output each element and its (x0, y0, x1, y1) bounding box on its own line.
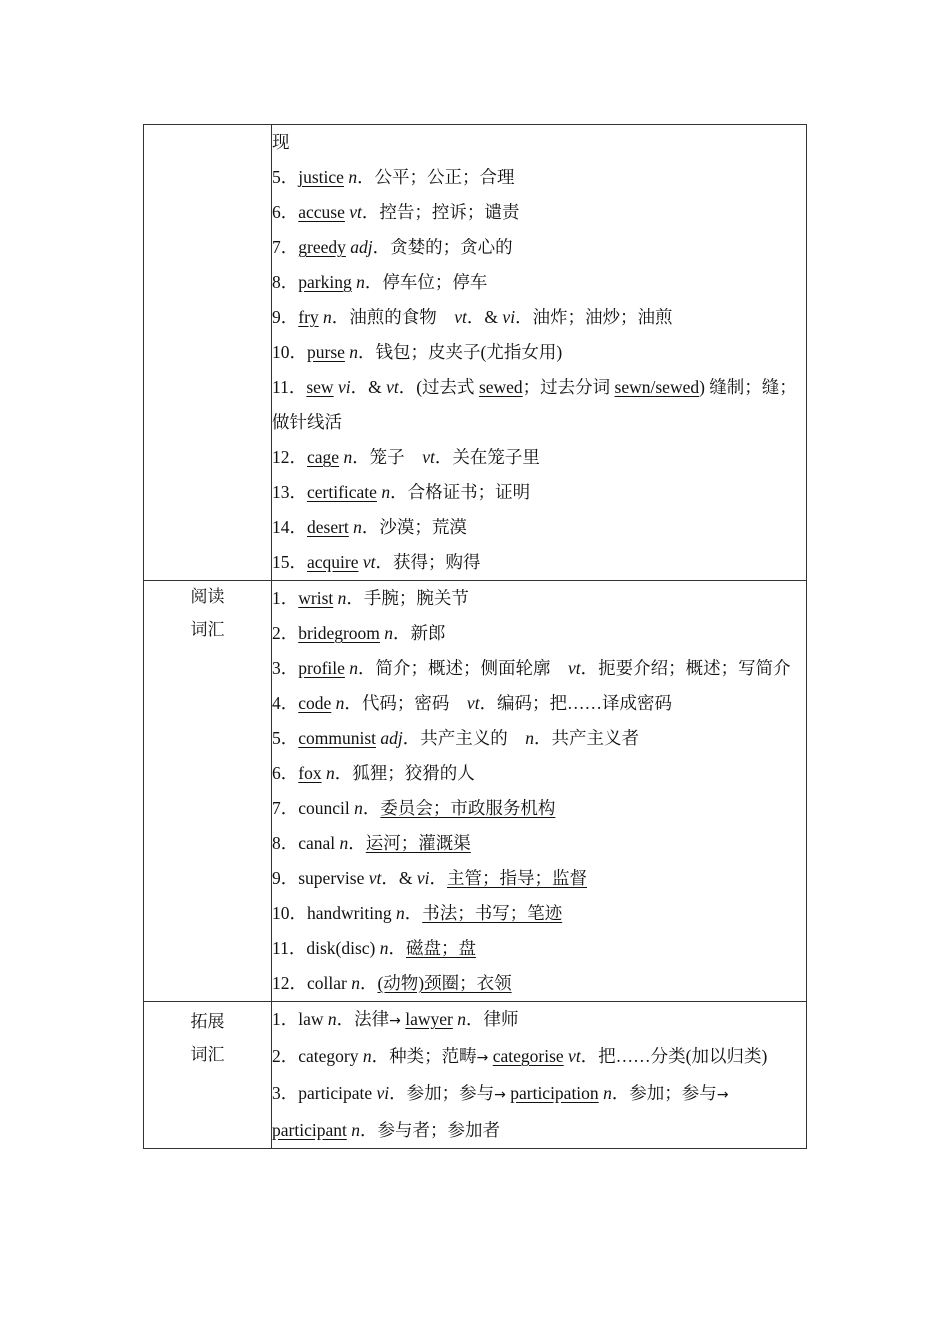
vocab-entry (272, 300, 806, 335)
part-of-speech: n (354, 798, 363, 818)
vocab-entry (272, 616, 806, 651)
part-of-speech: vt (454, 307, 467, 327)
entry-text: ．(过去式 (398, 377, 479, 397)
entry-answer: wrist (298, 588, 334, 608)
category-cell (144, 1002, 272, 1149)
entry-text: 3． (272, 658, 299, 678)
category-label: 拓展 (190, 1012, 225, 1032)
entry-text: 5． (272, 728, 299, 748)
entry-answer: 委员会；市政服务机构 (380, 798, 556, 818)
category-label: 词汇 (190, 1045, 225, 1065)
entry-text: ) 缝制；缝；做针线活 (272, 377, 797, 432)
category-label: 词汇 (190, 620, 225, 640)
entry-text: ．& (350, 377, 387, 397)
vocab-items-cell (272, 581, 807, 1002)
entry-text: ． (362, 798, 381, 818)
entry-text: 14． (272, 517, 307, 537)
part-of-speech: n (457, 1009, 467, 1029)
entry-text: ．新郎 (393, 623, 446, 643)
entry-text: ．狐狸；狡猾的人 (334, 763, 475, 783)
part-of-speech: n (335, 693, 345, 713)
entry-answer: fry (298, 307, 319, 327)
vocab-entry (272, 756, 806, 791)
entry-text: ．手腕；腕关节 (346, 588, 469, 608)
entry-answer: code (298, 693, 332, 713)
part-of-speech: n (384, 623, 394, 643)
vocab-entry (272, 581, 806, 616)
entry-text: 9．supervise (272, 868, 369, 888)
part-of-speech: n (339, 833, 349, 853)
entry-text: 2．category (272, 1046, 363, 1066)
entry-text: ．获得；购得 (375, 552, 481, 572)
vocab-entry (272, 721, 806, 756)
entry-text: ． (429, 868, 448, 888)
vocab-items-cell (272, 1002, 807, 1149)
entry-text: ．代码；密码 (344, 693, 467, 713)
entry-text: 6． (272, 202, 299, 222)
vocab-entry (272, 1039, 806, 1076)
entry-answer: bridegroom (298, 623, 380, 643)
vocab-entry (272, 686, 806, 721)
vocab-entry (272, 966, 806, 1001)
part-of-speech: vt (568, 658, 581, 678)
entry-text: ．& (381, 868, 417, 888)
entry-text: 10．handwriting (272, 903, 396, 923)
part-of-speech: vt (368, 868, 382, 888)
entry-text: ．扼要介绍；概述；写简介 (580, 658, 791, 678)
part-of-speech: vt (568, 1046, 581, 1066)
entry-answer: lawyer (405, 1009, 453, 1029)
arrow-icon: → (476, 1050, 489, 1066)
entry-text: 2． (272, 623, 299, 643)
part-of-speech: n (351, 973, 360, 993)
table-row (144, 125, 807, 581)
entry-answer: desert (307, 517, 349, 537)
entry-text: ．& (466, 307, 503, 327)
entry-answer: 运河；灌溉渠 (365, 833, 471, 853)
vocab-entry (272, 160, 806, 195)
entry-text: ．沙漠；荒漠 (361, 517, 467, 537)
entry-text: ．油煎的食物 (331, 307, 455, 327)
entry-text: 13． (272, 482, 307, 502)
entry-text: ；过去分词 (522, 377, 615, 397)
entry-text: ． (348, 833, 366, 853)
vocab-entry (272, 931, 806, 966)
part-of-speech: vi (502, 307, 516, 327)
part-of-speech: n (323, 307, 332, 327)
entry-answer: acquire (307, 552, 359, 572)
part-of-speech: vi (376, 1083, 390, 1103)
part-of-speech: n (348, 167, 358, 187)
entry-answer: (动物)颈圈；衣领 (377, 973, 512, 993)
part-of-speech: vt (422, 447, 435, 467)
entry-answer: justice (298, 167, 344, 187)
entry-answer: 书法；书写；笔迹 (422, 903, 563, 923)
entry-text: 11． (272, 377, 307, 397)
entry-answer: sewed (478, 377, 523, 397)
entry-answer: communist (298, 728, 377, 748)
part-of-speech: n (362, 1046, 372, 1066)
entry-answer: participation (510, 1083, 599, 1103)
entry-answer: parking (298, 272, 352, 292)
part-of-speech: n (353, 517, 362, 537)
part-of-speech: n (349, 342, 359, 362)
entry-answer: profile (298, 658, 345, 678)
part-of-speech: n (349, 658, 359, 678)
entry-text: ．油炸；油炒；油煎 (515, 307, 673, 327)
entry-text: 7． (272, 237, 299, 257)
entry-text: 1．law (272, 1009, 328, 1029)
entry-text: ．参加；参与 (611, 1083, 717, 1103)
vocab-entry (272, 125, 806, 160)
entry-text: 10． (272, 342, 307, 362)
entry-text: 12．collar (272, 973, 352, 993)
part-of-speech: vt (362, 552, 376, 572)
entry-answer: certificate (307, 482, 377, 502)
entry-text: ．共产主义的 (402, 728, 526, 748)
entry-text: 8． (272, 272, 299, 292)
part-of-speech: vt (386, 377, 399, 397)
vocab-entry (272, 791, 806, 826)
entry-text: ．钱包；皮夹子(尤指女用) (358, 342, 563, 362)
part-of-speech: n (356, 272, 365, 292)
entry-text: ． (404, 903, 423, 923)
entry-answer: cage (307, 447, 340, 467)
vocab-entry (272, 1076, 806, 1148)
vocab-entry (272, 335, 806, 370)
entry-answer: categorise (492, 1046, 564, 1066)
vocab-entry (272, 475, 806, 510)
entry-text: ．把……分类(加以归类) (580, 1046, 768, 1066)
entry-text: ．停车位；停车 (364, 272, 488, 292)
table-row (144, 581, 807, 1002)
entry-text: 现 (272, 132, 290, 152)
entry-text: ．法律 (336, 1009, 390, 1029)
entry-text: ．种类；范畴 (371, 1046, 477, 1066)
entry-text: 1． (272, 588, 299, 608)
entry-text: ．参与者；参加者 (359, 1120, 500, 1140)
entry-text: ．笼子 (352, 447, 423, 467)
part-of-speech: vi (416, 868, 430, 888)
entry-answer: accuse (298, 202, 345, 222)
entry-text: ．公平；公正；合理 (357, 167, 515, 187)
entry-answer: sewn/sewed (614, 377, 700, 397)
arrow-icon: → (389, 1013, 401, 1029)
entry-text: ． (359, 973, 378, 993)
vocab-entry (272, 265, 806, 300)
table-row (144, 1002, 807, 1149)
part-of-speech: n (337, 588, 347, 608)
entry-text: 5． (272, 167, 299, 187)
category-label: 阅读 (190, 587, 225, 607)
part-of-speech: n (343, 447, 353, 467)
entry-answer: fox (298, 763, 322, 783)
entry-text: 11．disk(disc) (272, 938, 380, 958)
vocab-entry (272, 230, 806, 265)
vocab-entry (272, 826, 806, 861)
vocab-entry (272, 195, 806, 230)
vocab-entry (272, 510, 806, 545)
entry-text: 6． (272, 763, 299, 783)
entry-text: 3．participate (272, 1083, 377, 1103)
part-of-speech: adj (350, 237, 373, 257)
part-of-speech: vt (466, 693, 480, 713)
part-of-speech: n (351, 1120, 360, 1140)
part-of-speech: adj (380, 728, 403, 748)
entry-text: ．控告；控诉；谴责 (361, 202, 520, 222)
entry-text: ．编码；把……译成密码 (479, 693, 673, 713)
vocab-entry (272, 370, 806, 440)
entry-text: ． (388, 938, 406, 958)
entry-text: 9． (272, 307, 299, 327)
vocab-entry (272, 861, 806, 896)
entry-answer: 磁盘；盘 (406, 938, 476, 958)
vocab-entry (272, 440, 806, 475)
arrow-icon: → (494, 1087, 506, 1103)
entry-answer: participant (272, 1120, 347, 1140)
part-of-speech: n (325, 763, 335, 783)
entry-answer: purse (307, 342, 345, 362)
entry-text: 8．canal (272, 833, 340, 853)
part-of-speech: n (381, 482, 391, 502)
entry-text: 7．council (272, 798, 355, 818)
part-of-speech: n (327, 1009, 337, 1029)
vocab-entry (272, 896, 806, 931)
entry-answer: greedy (298, 237, 346, 257)
entry-answer: sew (306, 377, 334, 397)
part-of-speech: n (379, 938, 389, 958)
entry-text: ．合格证书；证明 (390, 482, 531, 502)
entry-text: ．关在笼子里 (434, 447, 540, 467)
part-of-speech: n (603, 1083, 612, 1103)
vocab-entry (272, 651, 806, 686)
vocab-entry (272, 545, 806, 580)
category-cell (144, 581, 272, 1002)
part-of-speech: n (395, 903, 405, 923)
entry-text: 15． (272, 552, 307, 572)
vocabulary-table (143, 124, 807, 1149)
vocab-items-cell (272, 125, 807, 581)
arrow-icon: → (716, 1087, 729, 1103)
entry-text: ．贪婪的；贪心的 (372, 237, 513, 257)
part-of-speech: n (525, 728, 535, 748)
entry-answer: 主管；指导；监督 (447, 868, 588, 888)
entry-text: ．简介；概述；侧面轮廓 (358, 658, 569, 678)
entry-text: ．参加；参与 (389, 1083, 495, 1103)
vocab-entry (272, 1002, 806, 1039)
entry-text: 4． (272, 693, 299, 713)
part-of-speech: vt (349, 202, 362, 222)
entry-text: 12． (272, 447, 307, 467)
part-of-speech: vi (337, 377, 351, 397)
category-cell (144, 125, 272, 581)
entry-text: ．共产主义者 (534, 728, 640, 748)
vocabulary-table-body (144, 125, 807, 1149)
entry-text: ．律师 (466, 1009, 519, 1029)
